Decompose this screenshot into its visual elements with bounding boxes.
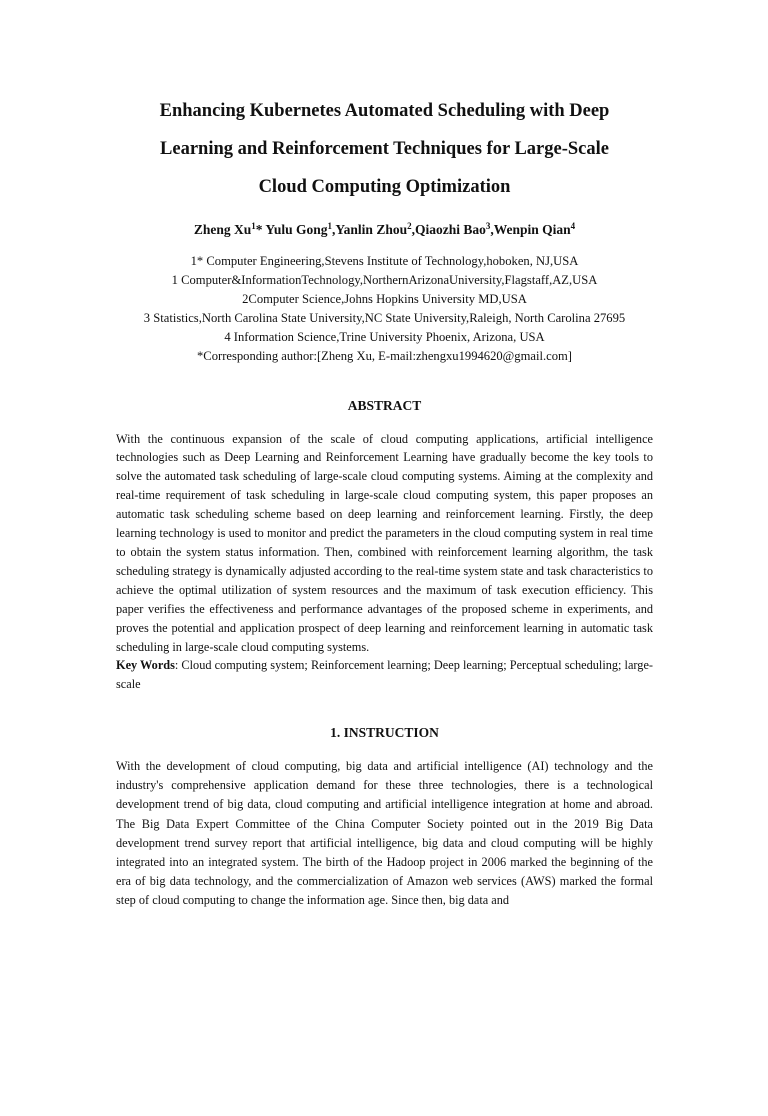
- author-name: Wenpin Qian: [493, 222, 571, 237]
- author-separator: ,: [490, 222, 494, 237]
- corresponding-author-line: *Corresponding author:[Zheng Xu, E-mail:zhengxu1994620@gmail.com]: [197, 349, 572, 364]
- author-separator: ,: [411, 222, 415, 237]
- author-affiliation-marker: 1: [327, 221, 333, 231]
- title-line: Cloud Computing Optimization: [258, 177, 511, 197]
- author-separator: ,: [332, 222, 336, 237]
- keywords-line: [116, 656, 653, 694]
- author-name: Zheng Xu: [193, 222, 252, 237]
- affiliation-list: [116, 252, 653, 367]
- author-name: Yanlin Zhou: [335, 222, 408, 237]
- author-separator: *: [255, 222, 266, 237]
- author-affiliation-marker: 3: [485, 221, 491, 231]
- introduction-text: With the development of cloud computing, big data and artificial intelligence (AI) technology and the industry's comprehensive application demand for these three technologies, there is a technological development trend of big data, cloud computing and artificial intelligence integration at home and abroad. The Big Data Expert Committee of the China Computer Society pointed out in the 2019 Big Data development trend survey report that artificial intelligence, big data and cloud computing will be highly integrated into an integrated system. The birth of the Hadoop project in 2006 marked the beginning of the era of big data technology, and the commercialization of Amazon web services (AWS) marked the formal step of cloud computing to change the information age. Since then, big data and: [116, 759, 653, 907]
- keywords-label: Key Words: [116, 658, 175, 673]
- abstract-heading: ABSTRACT: [347, 397, 422, 413]
- author-affiliation-marker: 2: [407, 221, 412, 231]
- keywords-text: Cloud computing system; Reinforcement learning; Deep learning; Perceptual scheduling; large-scale: [116, 658, 653, 692]
- author-affiliation-marker: 1: [251, 221, 256, 231]
- affiliation-line: 4 Information Science,Trine University Phoenix, Arizona, USA: [224, 330, 545, 345]
- abstract-text: With the continuous expansion of the scale of cloud computing applications, artificial intelligence technologies such as Deep Learning and Reinforcement Learning have gradually become the key tools to solve the automated task scheduling of large-scale cloud computing systems. Aiming at the complexity and real-time requirement of task scheduling in large-scale cloud computing system, this paper proposes an automatic task scheduling scheme based on deep learning and reinforcement learning. Firstly, the deep learning technology is used to monitor and predict the parameters in the cloud computing system in real time to obtain the system status information. Then, combined with reinforcement learning algorithm, the task scheduling strategy is dynamically adjusted according to the real-time system state and task characteristics to achieve the optimal utilization of system resources and the maximum of task execution efficiency. This paper verifies the effectiveness and performance advantages of the proposed scheme in experiments, and proves the potential and application prospect of deep learning and reinforcement learning in automatic task scheduling in large-scale cloud computing systems.: [116, 431, 653, 654]
- title-line: Learning and Reinforcement Techniques for Large-Scale: [160, 139, 609, 159]
- keywords-separator: :: [174, 658, 182, 673]
- affiliation-line: 2Computer Science,Johns Hopkins University MD,USA: [242, 292, 527, 307]
- affiliation-line: 1* Computer Engineering,Stevens Institute of Technology,hoboken, NJ,USA: [190, 254, 579, 268]
- author-name: Yulu Gong: [265, 222, 328, 237]
- introduction-heading: 1. INSTRUCTION: [330, 725, 439, 741]
- affiliation-line: 1 Computer&InformationTechnology,NorthernArizonaUniversity,Flagstaff,AZ,USA: [171, 273, 598, 288]
- paper-page: [0, 92, 768, 1116]
- author-name: Qiaozhi Bao: [414, 222, 486, 237]
- author-list: [116, 220, 653, 240]
- affiliation-line: 3 Statistics,North Carolina State University,NC State University,Raleigh, North Carolina 27695: [143, 311, 626, 326]
- author-affiliation-marker: 4: [570, 221, 576, 231]
- paper-title: [116, 92, 653, 206]
- title-line: Enhancing Kubernetes Automated Scheduling with Deep: [159, 101, 610, 121]
